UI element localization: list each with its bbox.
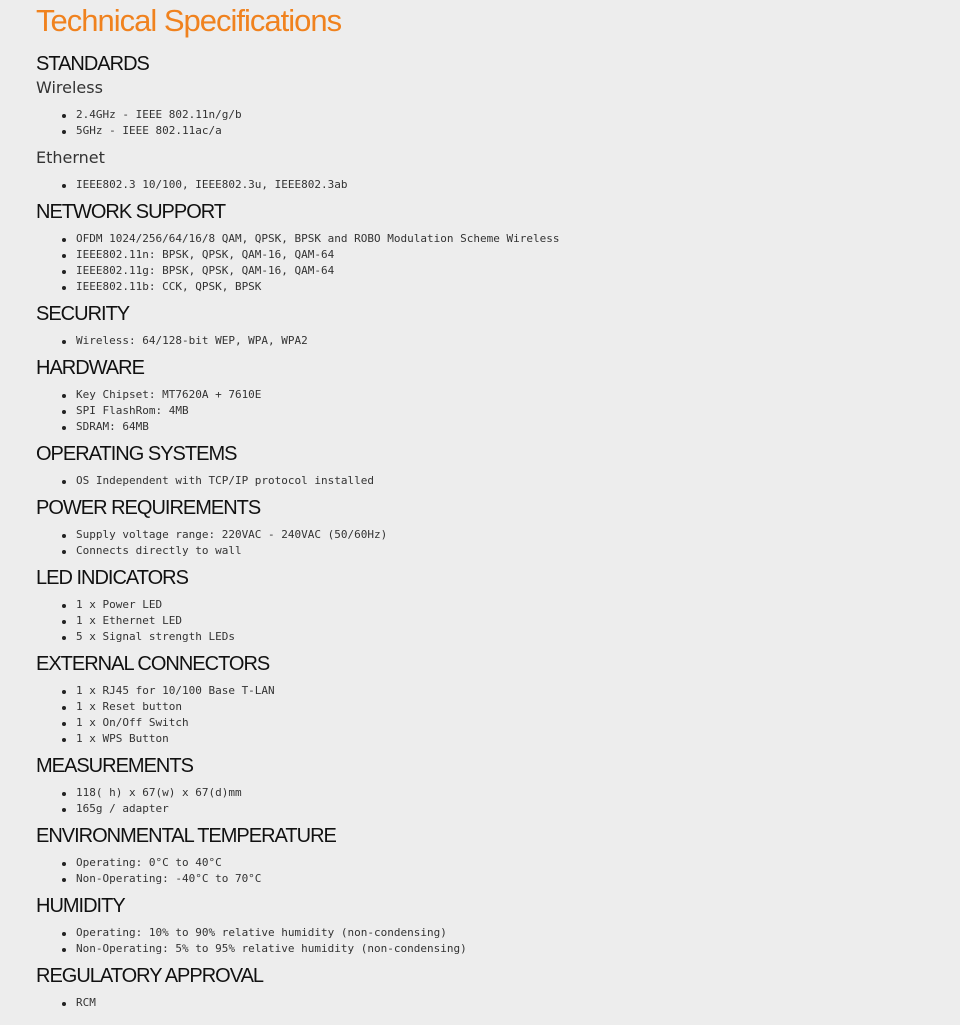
wireless-list [0, 107, 242, 139]
page-title: Technical Specifications [36, 3, 342, 38]
list-item: 5 x Signal strength LEDs [0, 629, 235, 645]
section-heading-measurements: MEASUREMENTS [36, 755, 193, 777]
list-item: IEEE802.3 10/100, IEEE802.3u, IEEE802.3ab [0, 177, 348, 193]
ethernet-list [0, 177, 348, 193]
section-heading-standards: STANDARDS [36, 53, 149, 75]
section-heading-security: SECURITY [36, 303, 130, 325]
list-item: RCM [0, 995, 96, 1011]
section-heading-external-connectors: EXTERNAL CONNECTORS [36, 653, 270, 675]
section-heading-network-support: NETWORK SUPPORT [36, 201, 226, 223]
environmental-temperature-list [0, 855, 261, 887]
list-item: 1 x On/Off Switch [0, 715, 275, 731]
humidity-list [0, 925, 467, 957]
measurements-list [0, 785, 242, 817]
list-item: IEEE802.11n: BPSK, QPSK, QAM-16, QAM-64 [0, 247, 559, 263]
list-item: Key Chipset: MT7620A + 7610E [0, 387, 261, 403]
list-item: IEEE802.11b: CCK, QPSK, BPSK [0, 279, 559, 295]
section-heading-operating-systems: OPERATING SYSTEMS [36, 443, 237, 465]
led-indicators-list [0, 597, 235, 645]
security-list [0, 333, 308, 349]
section-heading-hardware: HARDWARE [36, 357, 144, 379]
list-item: 1 x Reset button [0, 699, 275, 715]
power-requirements-list [0, 527, 387, 559]
section-heading-environmental-temperature: ENVIRONMENTAL TEMPERATURE [36, 825, 336, 847]
list-item: 5GHz - IEEE 802.11ac/a [0, 123, 242, 139]
list-item: 2.4GHz - IEEE 802.11n/g/b [0, 107, 242, 123]
list-item: IEEE802.11g: BPSK, QPSK, QAM-16, QAM-64 [0, 263, 559, 279]
list-item: Wireless: 64/128-bit WEP, WPA, WPA2 [0, 333, 308, 349]
list-item: 1 x WPS Button [0, 731, 275, 747]
list-item: Non-Operating: -40°C to 70°C [0, 871, 261, 887]
regulatory-approval-list [0, 995, 96, 1011]
section-heading-humidity: HUMIDITY [36, 895, 125, 917]
subheading-wireless: Wireless [36, 78, 103, 97]
list-item: 165g / adapter [0, 801, 242, 817]
section-heading-regulatory-approval: REGULATORY APPROVAL [36, 965, 264, 987]
list-item: SDRAM: 64MB [0, 419, 261, 435]
external-connectors-list [0, 683, 275, 747]
list-item: Supply voltage range: 220VAC - 240VAC (50/60Hz) [0, 527, 387, 543]
list-item: 1 x RJ45 for 10/100 Base T-LAN [0, 683, 275, 699]
list-item: Non-Operating: 5% to 95% relative humidity (non-condensing) [0, 941, 467, 957]
list-item: 1 x Ethernet LED [0, 613, 235, 629]
list-item: 118( h) x 67(w) x 67(d)mm [0, 785, 242, 801]
list-item: OFDM 1024/256/64/16/8 QAM, QPSK, BPSK and ROBO Modulation Scheme Wireless [0, 231, 559, 247]
list-item: Operating: 10% to 90% relative humidity (non-condensing) [0, 925, 467, 941]
subheading-ethernet: Ethernet [36, 148, 105, 167]
list-item: OS Independent with TCP/IP protocol installed [0, 473, 374, 489]
operating-systems-list [0, 473, 374, 489]
list-item: 1 x Power LED [0, 597, 235, 613]
network-support-list [0, 231, 559, 295]
list-item: Operating: 0°C to 40°C [0, 855, 261, 871]
list-item: Connects directly to wall [0, 543, 387, 559]
list-item: SPI FlashRom: 4MB [0, 403, 261, 419]
hardware-list [0, 387, 261, 435]
section-heading-power-requirements: POWER REQUIREMENTS [36, 497, 261, 519]
section-heading-led-indicators: LED INDICATORS [36, 567, 188, 589]
